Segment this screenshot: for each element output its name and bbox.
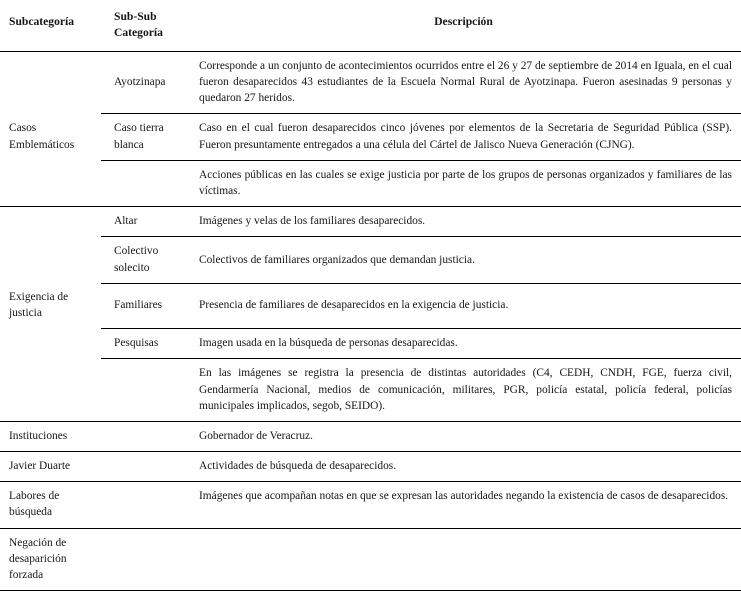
- cell-subsub-categoria: [101, 359, 186, 422]
- cell-subsub-categoria: Altar: [101, 207, 186, 237]
- column-header-subsub-line2: Categoría: [114, 26, 163, 40]
- column-header-subsub-line1: Sub-Sub: [114, 10, 157, 23]
- cell-subsub-categoria: Colectivo solecito: [101, 237, 186, 283]
- cell-subcategoria: [0, 160, 101, 206]
- cell-descripcion: Imágenes y velas de los familiares desaparecidos.: [186, 207, 741, 237]
- cell-descripcion: En las imágenes se registra la presencia de distintas autoridades (C4, CEDH, CNDH, FGE, fuerza civil, Gendarmería Nacional, medios de comunicación, militares, PGR, policía estatal, policía federal, policías municipales implicados, segob, SEIDO).: [186, 359, 741, 422]
- cell-subsub-categoria: Pesquisas: [101, 329, 186, 359]
- cell-descripcion: Actividades de búsqueda de desaparecidos.: [186, 452, 741, 482]
- cell-subsub-categoria: [101, 452, 186, 482]
- cell-descripcion: Caso en el cual fueron desaparecidos cinco jóvenes por elementos de la Secretaria de Seguridad Pública (SSP). Fueron presuntamente entregados a una célula del Cártel de Jalisco Nueva Generación (CJNG).: [186, 114, 741, 160]
- table-row: [0, 51, 741, 114]
- cell-subsub-categoria: [101, 482, 186, 528]
- column-header-subcategoria: Subcategoría: [0, 0, 101, 51]
- table-row: [0, 482, 741, 528]
- cell-subcategoria: [0, 51, 101, 114]
- table-row: [0, 207, 741, 237]
- table-row: [0, 283, 741, 328]
- cell-subsub-categoria: Ayotzinapa: [114, 76, 166, 89]
- table-row: [0, 452, 741, 482]
- table-row: [0, 528, 741, 591]
- column-header-descripcion: Descripción: [186, 0, 741, 51]
- table-row: [0, 114, 741, 160]
- cell-subcategoria: [0, 207, 101, 237]
- table-row: [0, 421, 741, 451]
- cell-descripcion: Presencia de familiares de desaparecidos en la exigencia de justicia.: [186, 283, 741, 328]
- cell-subcategoria: Javier Duarte: [0, 452, 101, 482]
- cell-subcategoria: Exigencia de justicia: [9, 291, 69, 320]
- cell-descripcion: [186, 528, 741, 591]
- cell-descripcion: Gobernador de Veracruz.: [186, 421, 741, 451]
- table-row: [0, 359, 741, 422]
- cell-descripcion: Imagen usada en la búsqueda de personas desaparecidas.: [186, 329, 741, 359]
- table-body: [0, 51, 741, 590]
- cell-subsub-categoria: Familiares: [101, 283, 186, 328]
- cell-subsub-categoria: Caso tierra blanca: [101, 114, 186, 160]
- cell-subcategoria: Casos Emblemáticos: [9, 122, 75, 151]
- header-row: [0, 0, 741, 51]
- cell-subsub-categoria: [101, 528, 186, 591]
- cell-subsub-categoria: [101, 160, 186, 206]
- table-row: [0, 329, 741, 359]
- cell-subcategoria: [0, 329, 101, 359]
- cell-descripcion: Corresponde a un conjunto de acontecimientos ocurridos entre el 26 y 27 de septiembre de 2014 en Iguala, en el cual fueron desaparecidos 43 estudiantes de la Escuela Normal Rural de Ayotzinapa. Fueron asesinadas 9 personas y quedaron 27 heridos.: [199, 59, 732, 105]
- cell-descripcion: Imágenes que acompañan notas en que se expresan las autoridades negando la existencia de casos de desaparecidos.: [186, 482, 741, 528]
- table-header: [0, 0, 741, 51]
- cell-subcategoria: Negación de desaparición forzada: [0, 528, 101, 591]
- cell-descripcion: Acciones públicas en las cuales se exige justicia por parte de los grupos de personas organizados y familiares de las víctimas.: [186, 160, 741, 206]
- cell-subcategoria: Labores de búsqueda: [0, 482, 101, 528]
- table-row: [0, 237, 741, 283]
- cell-subcategoria: [0, 359, 101, 422]
- column-header-subsub-categoria: [101, 0, 186, 51]
- table-row: [0, 160, 741, 206]
- cell-subcategoria: Instituciones: [0, 421, 101, 451]
- cell-descripcion: Colectivos de familiares organizados que demandan justicia.: [186, 237, 741, 283]
- cell-subcategoria: [0, 237, 101, 283]
- cell-subsub-categoria: [101, 421, 186, 451]
